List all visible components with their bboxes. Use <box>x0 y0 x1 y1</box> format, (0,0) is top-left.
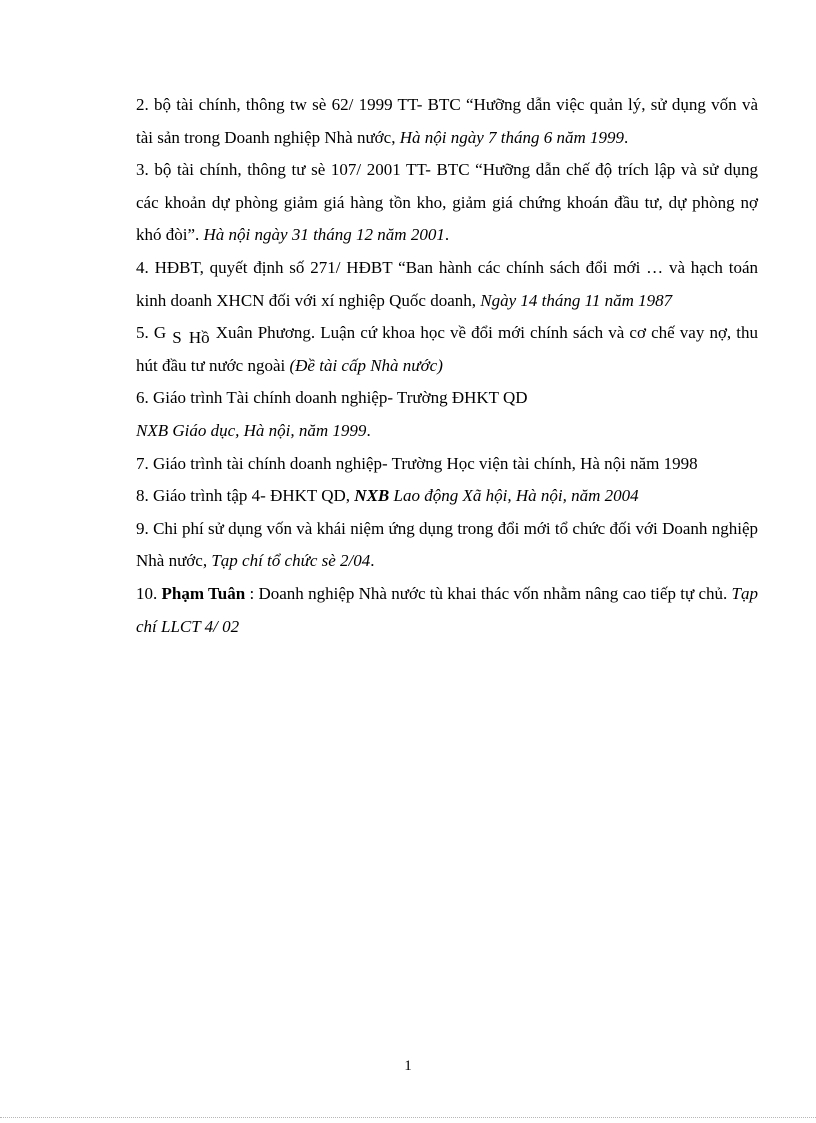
reference-item-8 <box>136 480 758 513</box>
page-number: 1 <box>404 1058 412 1074</box>
reference-item-9 <box>136 513 758 578</box>
reference-italic: Ngày 14 tháng 11 năm 1987 <box>480 290 673 310</box>
reference-end: . <box>624 127 629 147</box>
reference-prefix: 5. G <box>136 323 167 343</box>
reference-text: Xuân Phương. Luận cứ khoa học về đổi mới chính sách và cơ chế vay nợ, thu hút đầu tư nước ngoài <box>136 323 759 375</box>
reference-item-10 <box>136 578 758 643</box>
reference-subscript-ho: Hồ <box>188 328 210 348</box>
reference-italic: NXB Giáo dục, Hà nội, năm 1999 <box>136 420 367 440</box>
page-bottom-divider <box>0 1117 816 1118</box>
reference-text: : Doanh nghiệp Nhà nước tù khai thác vốn nhằm nâng cao tiếp tự chủ. <box>245 583 732 603</box>
reference-italic: Tạp chí LLCT 4/ 02 <box>136 583 758 636</box>
reference-text: 8. Giáo trình tập 4- ĐHKT QD, <box>136 486 355 506</box>
reference-text: 9. Chi phí sử dụng vốn và khái niệm ứng dụng trong đổi mới tổ chức đối với Doanh nghiệp Nhà nước, <box>136 518 758 571</box>
reference-italic: Lao động Xã hội, Hà nội, năm 2004 <box>389 486 639 506</box>
reference-end: . <box>370 551 375 571</box>
reference-item-5 <box>136 317 758 382</box>
reference-item-7 <box>136 448 758 481</box>
reference-text: 4. HĐBT, quyết định số 271/ HĐBT “Ban hành các chính sách đổi mới … và hạch toán kinh doanh XHCN đối với xí nghiệp Quốc doanh, <box>136 257 758 310</box>
reference-end: . <box>444 225 450 245</box>
reference-author: Phạm Tuân <box>161 583 246 603</box>
reference-subscript-s: S <box>172 328 182 348</box>
reference-italic: (Đề tài cấp Nhà nước) <box>289 355 443 375</box>
reference-text: 6. Giáo trình Tài chính doanh nghiệp- Trường ĐHKT QD <box>136 388 528 408</box>
reference-list <box>136 89 758 643</box>
reference-italic: Hà nội ngày 31 tháng 12 năm 2001 <box>203 225 445 245</box>
reference-item-6 <box>136 382 758 447</box>
reference-italic: Hà nội ngày 7 tháng 6 năm 1999 <box>399 127 624 147</box>
reference-item-3 <box>136 154 758 252</box>
reference-prefix: 10. <box>136 583 162 603</box>
reference-item-2 <box>136 89 758 154</box>
reference-text: 7. Giáo trình tài chính doanh nghiệp- Trường Học viện tài chính, Hà nội năm 1998 <box>136 453 698 473</box>
reference-item-4 <box>136 252 758 317</box>
reference-end: . <box>366 420 371 440</box>
reference-text: 3. bộ tài chính, thông tư sè 107/ 2001 TT- BTC “Hưỡng dẫn chế độ trích lập và sử dụng các khoản dự phòng giảm giá hàng tồn kho, giảm giá chứng khoán đầu tư, dự phòng nợ khó đòi”. <box>136 160 758 245</box>
reference-text: 2. bộ tài chính, thông tw sè 62/ 1999 TT- BTC “Hưỡng dẫn việc quản lý, sử dụng vốn và tài sản trong Doanh nghiệp Nhà nước, <box>136 95 758 147</box>
reference-publisher: NXB <box>354 486 390 506</box>
reference-italic: Tạp chí tổ chức sè 2/04 <box>211 551 371 571</box>
